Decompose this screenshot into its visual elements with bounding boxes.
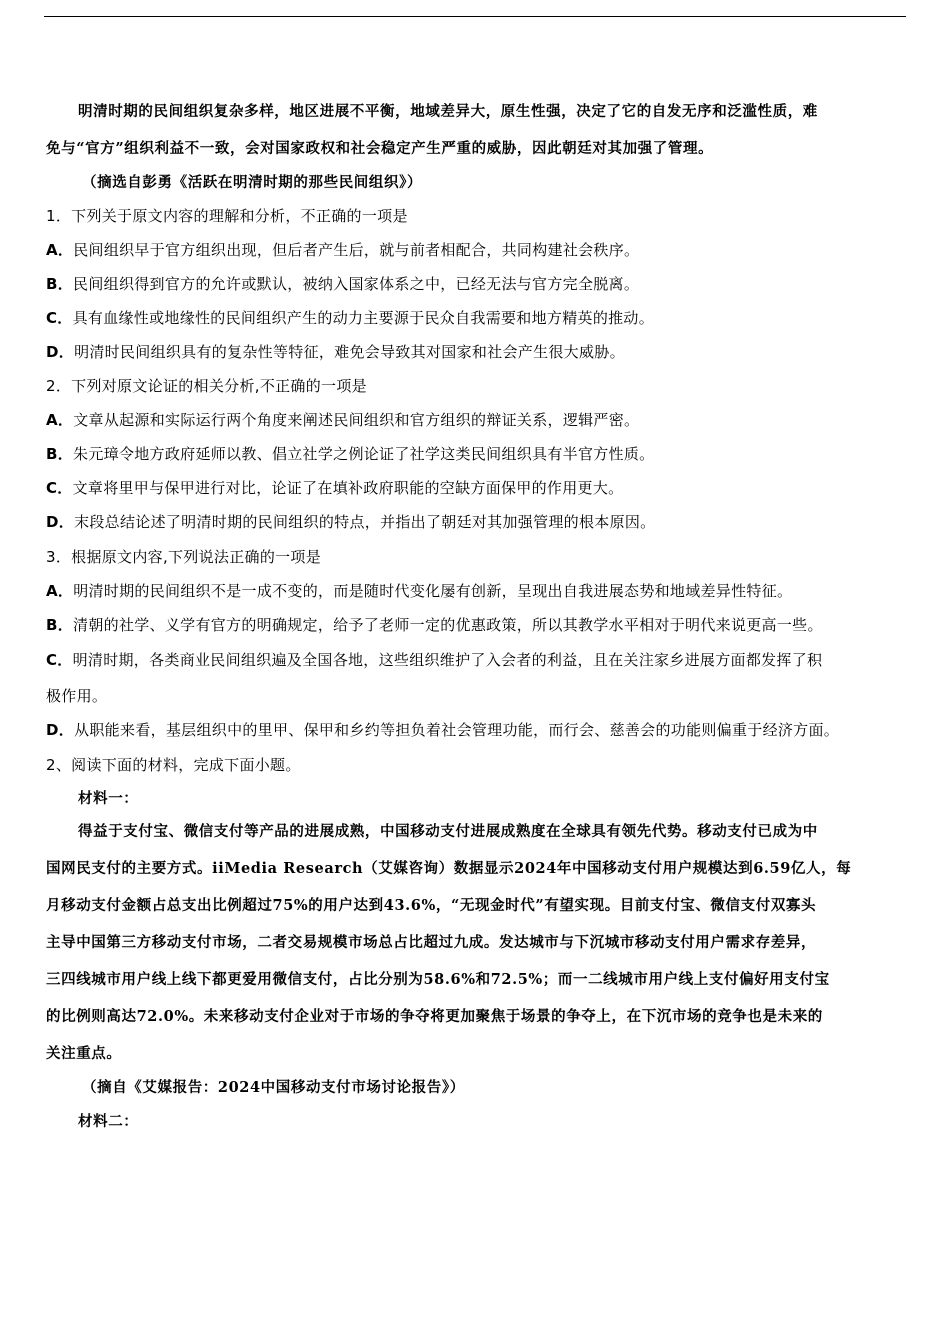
q2-option-d [46, 512, 912, 532]
option-letter: D． [46, 721, 75, 739]
material-1-line: 得益于支付宝、微信支付等产品的进展成熟，中国移动支付进展成熟度在全球具有领先代势。移动支付已成为中 [78, 823, 818, 840]
q1-option-d [46, 342, 912, 362]
q2-option-c [46, 478, 912, 498]
option-letter: A． [46, 411, 74, 429]
material-1-line: 月移动支付金额占总支出比例超过75%的用户达到43.6%，“无现金时代”有望实现。目前支付宝、微信支付双寡头 [46, 897, 817, 914]
option-text: 文章将里甲与保甲进行对比，论证了在填补政府职能的空缺方面保甲的作用更大。 [72, 479, 624, 497]
option-letter: B． [46, 445, 74, 463]
option-text: 民间组织早于官方组织出现，但后者产生后，就与前者相配合，共同构建社会秩序。 [73, 241, 640, 259]
option-letter: C． [46, 651, 73, 669]
header-rule [44, 16, 906, 17]
option-letter: D． [46, 343, 75, 361]
option-text: 具有血缘性或地缘性的民间组织产生的动力主要源于民众自我需要和地方精英的推动。 [72, 309, 655, 327]
option-text: 从职能来看，基层组织中的里甲、保甲和乡约等担负着社会管理功能，而行会、慈善会的功能则偏重于经济方面。 [74, 721, 840, 739]
q2-option-a [46, 410, 912, 430]
material-1-line: 主导中国第三方移动支付市场，二者交易规模市场总占比超过九成。发达城市与下沉城市移动支付用户需求存差异， [46, 934, 817, 951]
option-letter: A． [46, 241, 74, 259]
q3-option-c [46, 650, 912, 670]
q3-option-b [46, 615, 912, 635]
option-letter: C． [46, 309, 73, 327]
option-text: 清朝的社学、义学有官方的明确规定，给予了老师一定的优惠政策，所以其教学水平相对于明代来说更高一些。 [73, 616, 823, 634]
option-text: 明清时期的民间组织不是一成不变的，而是随时代变化屡有创新，呈现出自我进展态势和地域差异性特征。 [73, 582, 793, 600]
q1-option-b [46, 274, 912, 294]
passage-line: 免与“官方”组织利益不一致，会对国家政权和社会稳定产生严重的威胁，因此朝廷对其加强了管理。 [46, 140, 714, 157]
q2-option-b [46, 444, 912, 464]
option-letter: B． [46, 616, 74, 634]
option-letter: A． [46, 582, 74, 600]
question-3-stem: 3．根据原文内容,下列说法正确的一项是 [46, 548, 322, 566]
q1-option-a [46, 240, 912, 260]
option-text: 末段总结论述了明清时期的民间组织的特点，并指出了朝廷对其加强管理的根本原因。 [74, 513, 656, 531]
material-1-source: （摘自《艾媒报告：2024中国移动支付市场讨论报告》） [82, 1079, 465, 1096]
material-1-line: 国网民支付的主要方式。iiMedia Research（艾媒咨询）数据显示2024年中国移动支付用户规模达到6.59亿人，每 [46, 860, 852, 877]
material-2-label: 材料二： [78, 1113, 139, 1130]
q3-option-d [46, 720, 912, 740]
material-1-line: 关注重点。 [46, 1045, 122, 1062]
question-1-stem: 1．下列关于原文内容的理解和分析，不正确的一项是 [46, 207, 408, 225]
option-text: 明清时期，各类商业民间组织遍及全国各地，这些组织维护了入会者的利益，且在关注家乡进展方面都发挥了积 [72, 651, 823, 669]
option-letter: C． [46, 479, 73, 497]
question-2-stem: 2．下列对原文论证的相关分析,不正确的一项是 [46, 377, 367, 395]
passage-line: 明清时期的民间组织复杂多样，地区进展不平衡，地域差异大，原生性强，决定了它的自发无序和泛滥性质，难 [78, 103, 818, 120]
option-text: 朱元璋令地方政府延师以教、倡立社学之例论证了社学这类民间组织具有半官方性质。 [73, 445, 655, 463]
section-2-heading: 2、阅读下面的材料，完成下面小题。 [46, 756, 301, 774]
option-letter: B． [46, 275, 74, 293]
material-1-line: 的比例则高达72.0%。未来移动支付企业对于市场的争夺将更加聚焦于场景的争夺上，在下沉市场的竞争也是未来的 [46, 1008, 823, 1025]
material-1-line: 三四线城市用户线上线下都更爱用微信支付，占比分别为58.6%和72.5%；而一二线城市用户线上支付偏好用支付宝 [46, 971, 830, 988]
material-1-label: 材料一： [78, 790, 139, 807]
q3-option-c-continued: 极作用。 [46, 687, 108, 705]
q1-option-c [46, 308, 912, 328]
option-text: 明清时民间组织具有的复杂性等特征，难免会导致其对国家和社会产生很大威胁。 [74, 343, 625, 361]
option-text: 民间组织得到官方的允许或默认，被纳入国家体系之中，已经无法与官方完全脱离。 [73, 275, 640, 293]
option-letter: D． [46, 513, 75, 531]
option-text: 文章从起源和实际运行两个角度来阐述民间组织和官方组织的辩证关系，逻辑严密。 [73, 411, 640, 429]
q3-option-a [46, 581, 912, 601]
passage-source: （摘选自彭勇《活跃在明清时期的那些民间组织》） [82, 174, 423, 191]
